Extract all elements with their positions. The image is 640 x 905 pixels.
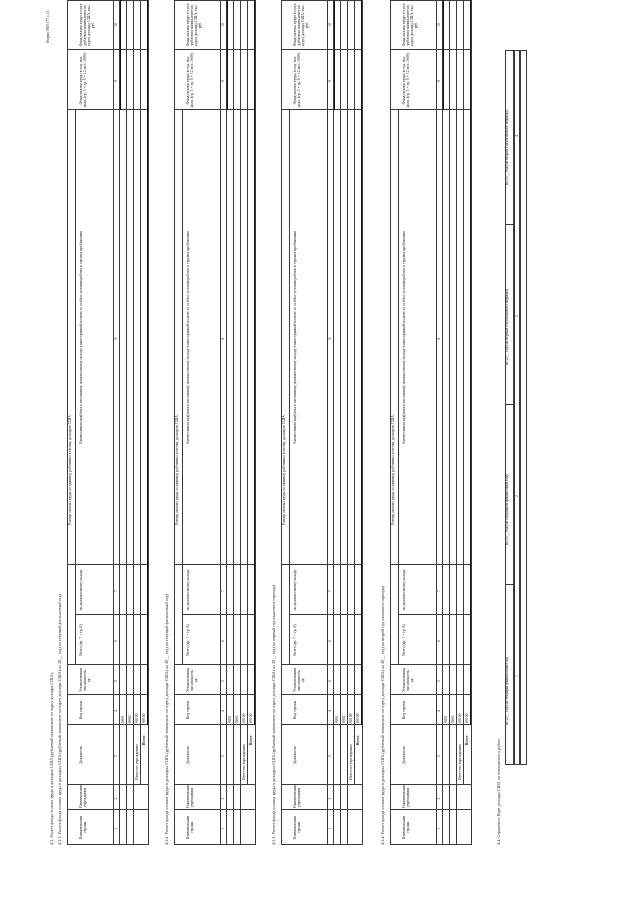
col-number: 8 xyxy=(437,337,441,340)
group-header: Размер оплаты труда за единицу работника в месяц, долларов США xyxy=(68,415,72,525)
section-title: 4.3.1. Расчет фонда оплаты труда в долларах США (рублевый эквивалент по курсу доллара США) на 20__ год (на текущий финансовый год) xyxy=(57,594,62,845)
total-label: Всего xyxy=(464,735,469,745)
row-code: 0001 xyxy=(334,715,339,723)
exchange-col-4: на 20__ год (на второй год планового периода) xyxy=(505,109,509,185)
section-title: 4.3.2. Расчет фонда оплаты труда в долларах США (рублевый эквивалент по курсу доллара США) на 20__ год (на текущий финансовый год) xyxy=(164,594,169,845)
col-header-line_code: Код строки xyxy=(186,700,190,720)
col-header-staff: Установленная численность, ед. xyxy=(79,667,91,693)
col-number: 8 xyxy=(221,337,225,340)
col-header-institution: Наименование учреждения xyxy=(402,784,410,808)
col-header-annual_fund: Фонд оплаты труда в год, тыс. долл. (гр. 5 × гр. 6 × 12 мес./1000) xyxy=(402,52,410,108)
col-number: 4 xyxy=(437,710,441,712)
form-label: Форма 0505177 с.13 xyxy=(46,10,50,43)
col-number: 6 xyxy=(437,640,441,642)
col-header-official_salary: по должностному окладу xyxy=(79,569,83,611)
col-header-official_salary: по должностному окладу xyxy=(402,569,406,611)
total-code: 90100 xyxy=(141,713,146,723)
row-code: 0001 xyxy=(120,715,125,723)
col-number: 1 xyxy=(328,827,332,830)
group-header: Размер оплаты труда за единицу работника в месяц, долларов США xyxy=(391,415,395,525)
col-number: 9 xyxy=(328,80,332,82)
row-code: 0001 xyxy=(227,715,232,723)
col-header-position: Должность xyxy=(186,745,190,765)
row-code: 0002 xyxy=(234,715,239,723)
col-header-total: Всего (гр. 7 + гр. 8) xyxy=(186,624,190,656)
subtotal-code: 00100 xyxy=(348,713,353,723)
subtotal-label: Итого по учреждению xyxy=(457,744,462,780)
col-header-name: Наименование страны xyxy=(293,815,301,840)
exchange-num-2: 2 xyxy=(515,495,519,497)
col-number: 1 xyxy=(221,827,225,830)
col-number: 3 xyxy=(437,755,441,757)
col-number: 7 xyxy=(437,590,441,592)
group-header: Размер оплаты труда за единицу работника в месяц, долларов США xyxy=(282,415,286,525)
col-header-institution: Наименование учреждения xyxy=(186,784,194,808)
col-number: 5 xyxy=(328,680,332,682)
col-header-annual_fund: Фонд оплаты труда в год, тыс. долл. (гр. 5 × гр. 6 × 12 мес./1000) xyxy=(293,52,301,108)
col-number: 9 xyxy=(114,80,118,82)
total-label: Всего xyxy=(248,735,253,745)
col-number: 8 xyxy=(114,337,118,340)
col-number: 6 xyxy=(221,640,225,642)
subtotal-label: Итого по учреждению xyxy=(348,744,353,780)
col-number: 6 xyxy=(328,640,332,642)
exchange-value-row xyxy=(520,50,527,765)
col-number: 1 xyxy=(437,827,441,830)
exchange-col-1: на 20__ год (на текущий финансовый год) xyxy=(505,657,509,725)
col-number: 10 xyxy=(328,23,332,27)
total-label: Всего xyxy=(355,735,360,745)
col-header-annual_fund_rub: Фонд оплаты труда в год в рублевом эквиваленте по курсу доллара США, тыс. руб. xyxy=(79,3,95,47)
col-number: 2 xyxy=(221,797,225,800)
total-code: 90100 xyxy=(248,713,253,723)
col-number: 7 xyxy=(328,590,332,592)
col-number: 5 xyxy=(114,680,118,682)
subtotal-code: 00100 xyxy=(134,713,139,723)
col-number: 9 xyxy=(437,80,441,82)
section-title: 4.3.4. Расчет фонда оплаты труда в долларах США (рублевый эквивалент по курсу доллара США) на 20__ год (на второй год планового периода) xyxy=(380,585,385,845)
exchange-num-4: 4 xyxy=(515,135,519,137)
col-header-annual_fund: Фонд оплаты труда в год, тыс. долл. (гр. 5 × гр. 6 × 12 мес./1000) xyxy=(186,52,194,108)
group-header: Размер оплаты труда за единицу работника в месяц, долларов США xyxy=(175,415,179,525)
col-header-line_code: Код строки xyxy=(293,700,297,720)
subtotal-code: 00100 xyxy=(457,713,462,723)
subtotal-label: Итого по учреждению xyxy=(134,744,139,780)
col-number: 5 xyxy=(221,680,225,682)
col-header-position: Должность xyxy=(293,745,297,765)
col-header-line_code: Код строки xyxy=(402,700,406,720)
col-header-allowance: Ежемесячная надбавка к месячному должностному окладу в иностранной валюте за особые условия работы в странах пребывания xyxy=(79,231,83,444)
exchange-num-1: 1 xyxy=(515,675,519,677)
col-number: 1 xyxy=(114,827,118,830)
col-number: 6 xyxy=(114,640,118,642)
col-header-official_salary: по должностному окладу xyxy=(293,569,297,611)
col-header-name: Наименование страны xyxy=(186,815,194,840)
col-header-line_code: Код строки xyxy=(79,700,83,720)
col-header-total: Всего (гр. 7 + гр. 8) xyxy=(402,624,406,656)
col-number: 7 xyxy=(114,590,118,592)
col-header-staff: Установленная численность, ед. xyxy=(402,667,414,693)
row-code: 0002 xyxy=(450,715,455,723)
col-header-institution: Наименование учреждения xyxy=(293,784,301,808)
col-number: 10 xyxy=(221,23,225,27)
col-number: 9 xyxy=(221,80,225,82)
subtotal-code: 00100 xyxy=(241,713,246,723)
col-number: 7 xyxy=(221,590,225,592)
exchange-col-3: на 20__ год (на первый год планового периода) xyxy=(505,288,509,365)
col-number: 3 xyxy=(328,755,332,757)
col-number: 3 xyxy=(221,755,225,757)
col-number: 2 xyxy=(437,797,441,800)
col-header-name: Наименование страны xyxy=(402,815,410,840)
col-number: 4 xyxy=(328,710,332,712)
subtotal-label: Итого по учреждению xyxy=(241,744,246,780)
col-header-staff: Установленная численность, ед. xyxy=(186,667,198,693)
col-header-total: Всего (гр. 7 + гр. 8) xyxy=(293,624,297,656)
col-header-official_salary: по должностному окладу xyxy=(186,569,190,611)
col-number: 2 xyxy=(114,797,118,800)
col-number: 10 xyxy=(437,23,441,27)
col-number: 2 xyxy=(328,797,332,800)
col-header-annual_fund_rub: Фонд оплаты труда в год в рублевом эквиваленте по курсу доллара США, тыс. руб. xyxy=(402,3,418,47)
total-code: 90100 xyxy=(355,713,360,723)
col-header-total: Всего (гр. 7 + гр. 8) xyxy=(79,624,83,656)
total-code: 90100 xyxy=(464,713,469,723)
col-number: 8 xyxy=(328,337,332,340)
row-code: 0001 xyxy=(443,715,448,723)
exchange-col-2: на 20__ год (на очередной финансовый год) xyxy=(505,474,509,545)
col-header-staff: Установленная численность, ед. xyxy=(293,667,305,693)
heading-main: 4.3. Расчет фонда оплаты труда в долларах США (рублевый эквивалент по курсу доллара США), xyxy=(49,672,54,845)
col-number: 10 xyxy=(114,23,118,27)
col-header-annual_fund: Фонд оплаты труда в год, тыс. долл. (гр. 5 × гр. 6 × 12 мес./1000) xyxy=(79,52,87,108)
row-code: 0002 xyxy=(341,715,346,723)
col-header-allowance: Ежемесячная надбавка к месячному должностному окладу в иностранной валюте за особые условия работы в странах пребывания xyxy=(402,231,406,444)
row-code: 0002 xyxy=(127,715,132,723)
col-header-institution: Наименование учреждения xyxy=(79,784,87,808)
col-number: 5 xyxy=(437,680,441,682)
exchange-num-3: 3 xyxy=(515,315,519,317)
col-header-allowance: Ежемесячная надбавка к месячному должностному окладу в иностранной валюте за особые условия работы в странах пребывания xyxy=(293,231,297,444)
col-number: 4 xyxy=(221,710,225,712)
col-header-position: Должность xyxy=(79,745,83,765)
col-number: 3 xyxy=(114,755,118,757)
col-header-allowance: Ежемесячная надбавка к месячному должностному окладу в иностранной валюте за особые условия работы в странах пребывания xyxy=(186,231,190,444)
col-header-annual_fund_rub: Фонд оплаты труда в год в рублевом эквиваленте по курсу доллара США, тыс. руб. xyxy=(293,3,309,47)
section-title: 4.3.3. Расчет фонда оплаты труда в долларах США (рублевый эквивалент по курсу доллара США) на 20__ год (на первый год планового периода) xyxy=(271,584,276,845)
col-header-position: Должность xyxy=(402,745,406,765)
col-number: 4 xyxy=(114,710,118,712)
col-header-name: Наименование страны xyxy=(79,815,87,840)
col-header-annual_fund_rub: Фонд оплаты труда в год в рублевом эквиваленте по курсу доллара США, тыс. руб. xyxy=(186,3,202,47)
exchange-title: 4.4. Справочно: Курс доллара США по отношению к рублю xyxy=(496,738,501,845)
total-label: Всего xyxy=(141,735,146,745)
